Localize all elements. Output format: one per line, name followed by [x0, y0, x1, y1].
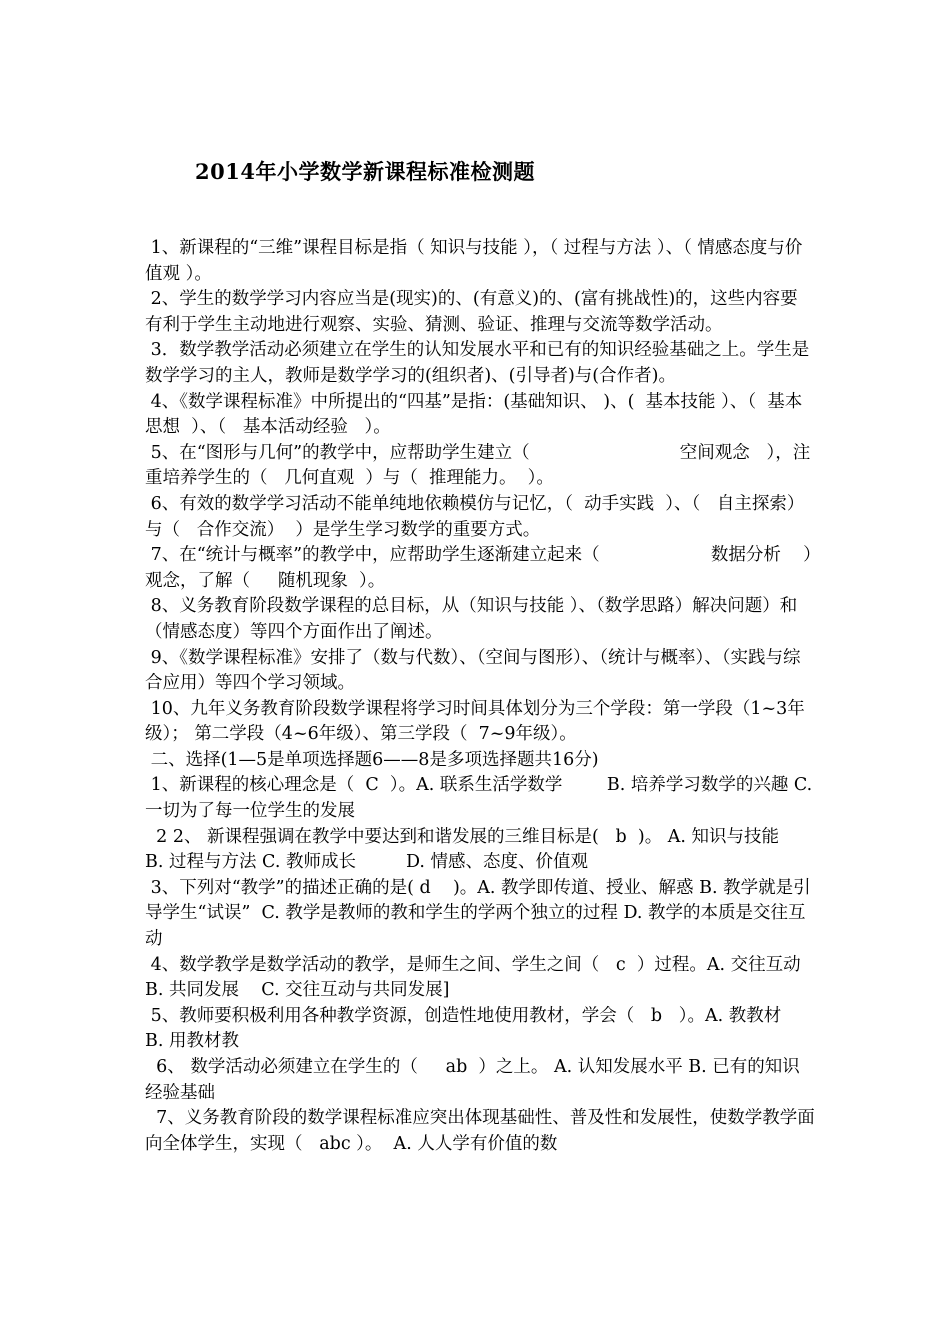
paragraph: 9、《数学课程标准》安排了（数与代数）、（空间与图形）、（统计与概率）、（实践与综合应用）等四个学习领域。 — [145, 647, 801, 694]
paragraph: 4、数学教学是数学活动的教学，是师生之间、学生之间（ c ）过程。A. 交往互动 B. 共同发展 C. 交往互动与共同发展] — [145, 954, 818, 1001]
paragraph: 7、义务教育阶段的数学课程标准应突出体现基础性、普及性和发展性，使数学教学面向全体学生，实现（ abc ）。 A. 人人学有价值的数 — [145, 1108, 815, 1154]
paragraph: 5、在“图形与几何”的教学中，应帮助学生建立（ 空间观念 ），注重培养学生的（ 几何直观 ）与（ 推理能力。 ）。 — [145, 442, 811, 489]
section-heading: 二、选择(1—5是单项选择题6——8是多项选择题共16分) — [145, 749, 599, 770]
paragraph: 3．数学教学活动必须建立在学生的认知发展水平和已有的知识经验基础之上。学生是数学学习的主人，教师是数学学习的(组织者)、(引导者)与(合作者)。 — [145, 340, 810, 386]
paragraph: 8、义务教育阶段数学课程的总目标，从（知识与技能 ）、（数学思路）解决问题）和（情感态度）等四个方面作出了阐述。 — [145, 596, 798, 642]
paragraph: 10、九年义务教育阶段数学课程将学习时间具体划分为三个学段：第一学段（1~3年级）； 第二学段（4~6年级）、第三学段（ 7~9年级）。 — [145, 698, 805, 745]
paragraph: 2 2、 新课程强调在教学中要达到和谐发展的三维目标是( b )。 A. 知识与技能 B. 过程与方法 C. 教师成长 D. 情感、态度、价值观 — [145, 826, 824, 873]
paragraph: 1、新课程的核心理念是（ C ）。A. 联系生活学数学 B. 培养学习数学的兴趣 C. 一切为了每一位学生的发展 — [145, 775, 818, 822]
paragraph: 4、《数学课程标准》中所提出的“四基”是指：(基础知识、 )、( 基本技能 ）、（ 基本思想 ）、（ 基本活动经验 ）。 — [145, 391, 803, 438]
paragraph: 7、在“统计与概率”的教学中，应帮助学生逐渐建立起来（ 数据分析 ）观念，了解（ 随机现象 ）。 — [145, 545, 812, 591]
paragraph: 6、有效的数学学习活动不能单纯地依赖模仿与记忆，（ 动手实践 ）、（ 自主探索）与（ 合作交流） ）是学生学习数学的重要方式。 — [145, 493, 805, 540]
paragraph: 2、学生的数学学习内容应当是(现实)的、(有意义)的、(富有挑战性)的，这些内容要有利于学生主动地进行观察、实验、猜测、验证、推理与交流等数学活动。 — [145, 289, 798, 335]
page-title: 2014年小学数学新课程标准检测题 — [195, 159, 535, 184]
paragraph: 3、下列对“教学”的描述正确的是( d )。A. 教学即传道、授业、解惑 B. 教学就是引导学生“试误” C. 教学是教师的教和学生的学两个独立的过程 D. 教学的本质是交往互动 — [145, 877, 811, 950]
paragraph: 5、教师要积极利用各种教学资源，创造性地使用教材，学会（ b ）。A. 教教材 B. 用教材教 — [145, 1005, 837, 1052]
document-body — [145, 236, 837, 1157]
paragraph: 1、新课程的“三维”课程目标是指（ 知识与技能 ），（ 过程与方法 ）、（ 情感态度与价值观 ）。 — [145, 238, 803, 284]
paragraph: 6、 数学活动必须建立在学生的（ ab ）之上。 A. 认知发展水平 B. 已有的知识经验基础 — [145, 1057, 800, 1103]
